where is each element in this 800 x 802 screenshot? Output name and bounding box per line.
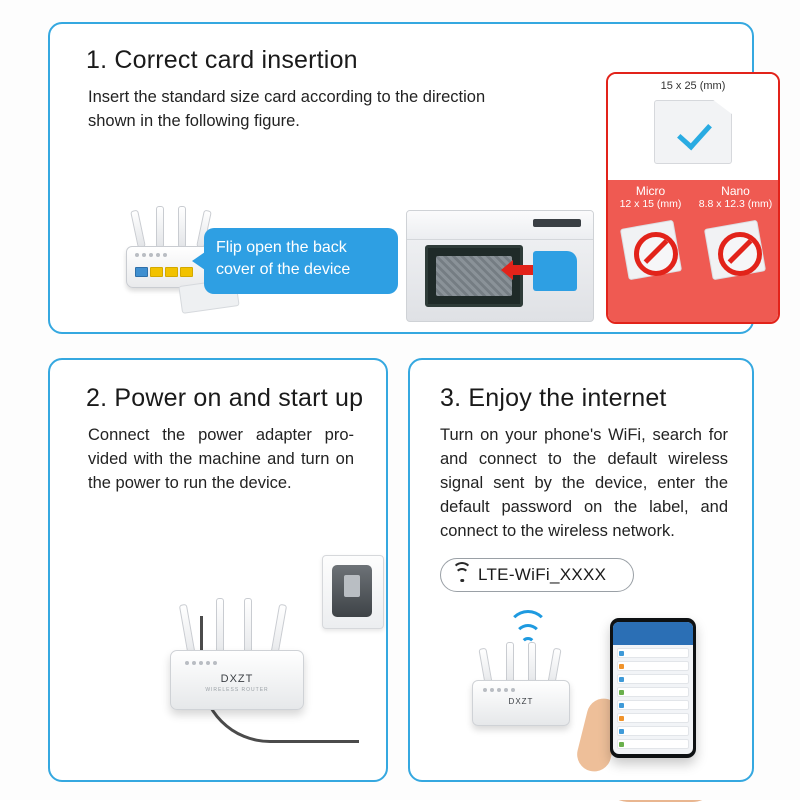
micro-label: Micro — [635, 184, 666, 198]
list-item — [617, 674, 689, 684]
unsupported-nano — [693, 184, 778, 210]
step-1-title: 1. Correct card insertion — [86, 46, 358, 74]
step-2-body: Connect the power adapter pro-vided with the machine and turn on the power to run the device. — [88, 426, 354, 492]
standard-sim-size-label: 15 x 25 (mm) — [660, 80, 726, 92]
list-item — [617, 713, 689, 723]
check-icon — [677, 115, 712, 151]
no-entry-icon — [634, 232, 678, 276]
ethernet-ports — [135, 267, 193, 277]
step-3-title: 3. Enjoy the internet — [440, 384, 667, 412]
micro-dimensions: 12 x 15 (mm) — [619, 198, 682, 210]
step-1-panel — [48, 22, 773, 334]
router-brand-label: DXZT — [220, 673, 254, 685]
no-entry-icon — [718, 232, 762, 276]
router-body-3 — [472, 680, 570, 726]
wifi-icon — [453, 568, 471, 582]
nano-dimensions: 8.8 x 12.3 (mm) — [698, 198, 773, 210]
sim-size-spec-card — [606, 72, 780, 324]
list-item — [617, 661, 689, 671]
step-3-body: Turn on your phone's WiFi, search for and connect to the default wireless signal sent by the device, enter the default password on the label, and connect to the wireless network. — [440, 426, 728, 540]
led-indicators — [483, 688, 515, 692]
standard-sim-card-icon — [654, 100, 732, 164]
power-adapter — [332, 565, 372, 617]
list-item — [617, 700, 689, 710]
antenna-icon — [130, 210, 146, 249]
step-1-body: Insert the standard size card according to the direction shown in the following figure. — [88, 88, 486, 130]
ssid-name: LTE-WiFi_XXXX — [478, 565, 607, 584]
antenna-icon — [156, 206, 164, 248]
list-item — [617, 726, 689, 736]
device-sim-slot-photo — [406, 210, 594, 322]
smartphone-illustration — [610, 618, 696, 758]
ssid-badge — [440, 558, 634, 592]
antenna-icon — [178, 206, 186, 248]
step-3-panel — [408, 358, 754, 782]
flip-cover-callout: Flip open the back cover of the device — [204, 228, 398, 294]
led-indicators — [135, 253, 167, 257]
list-item — [617, 648, 689, 658]
nano-label: Nano — [721, 184, 750, 198]
phone-status-bar — [613, 622, 693, 631]
phone-app-header — [613, 631, 693, 645]
sim-spec-unsupported-area — [608, 180, 778, 322]
phone-screen — [613, 622, 693, 754]
router-brand-label: DXZT — [508, 697, 534, 706]
top-slot — [533, 219, 581, 227]
sim-card-graphic — [533, 251, 577, 291]
led-indicators — [185, 661, 217, 665]
unsupported-micro — [608, 184, 693, 210]
step-2-panel — [48, 358, 388, 782]
router-sub-label: WIRELESS ROUTER — [205, 687, 269, 693]
list-item — [617, 739, 689, 749]
sim-spec-standard-area — [608, 74, 778, 180]
router-body-2 — [170, 650, 304, 710]
step-2-title: 2. Power on and start up — [86, 384, 364, 412]
list-item — [617, 687, 689, 697]
